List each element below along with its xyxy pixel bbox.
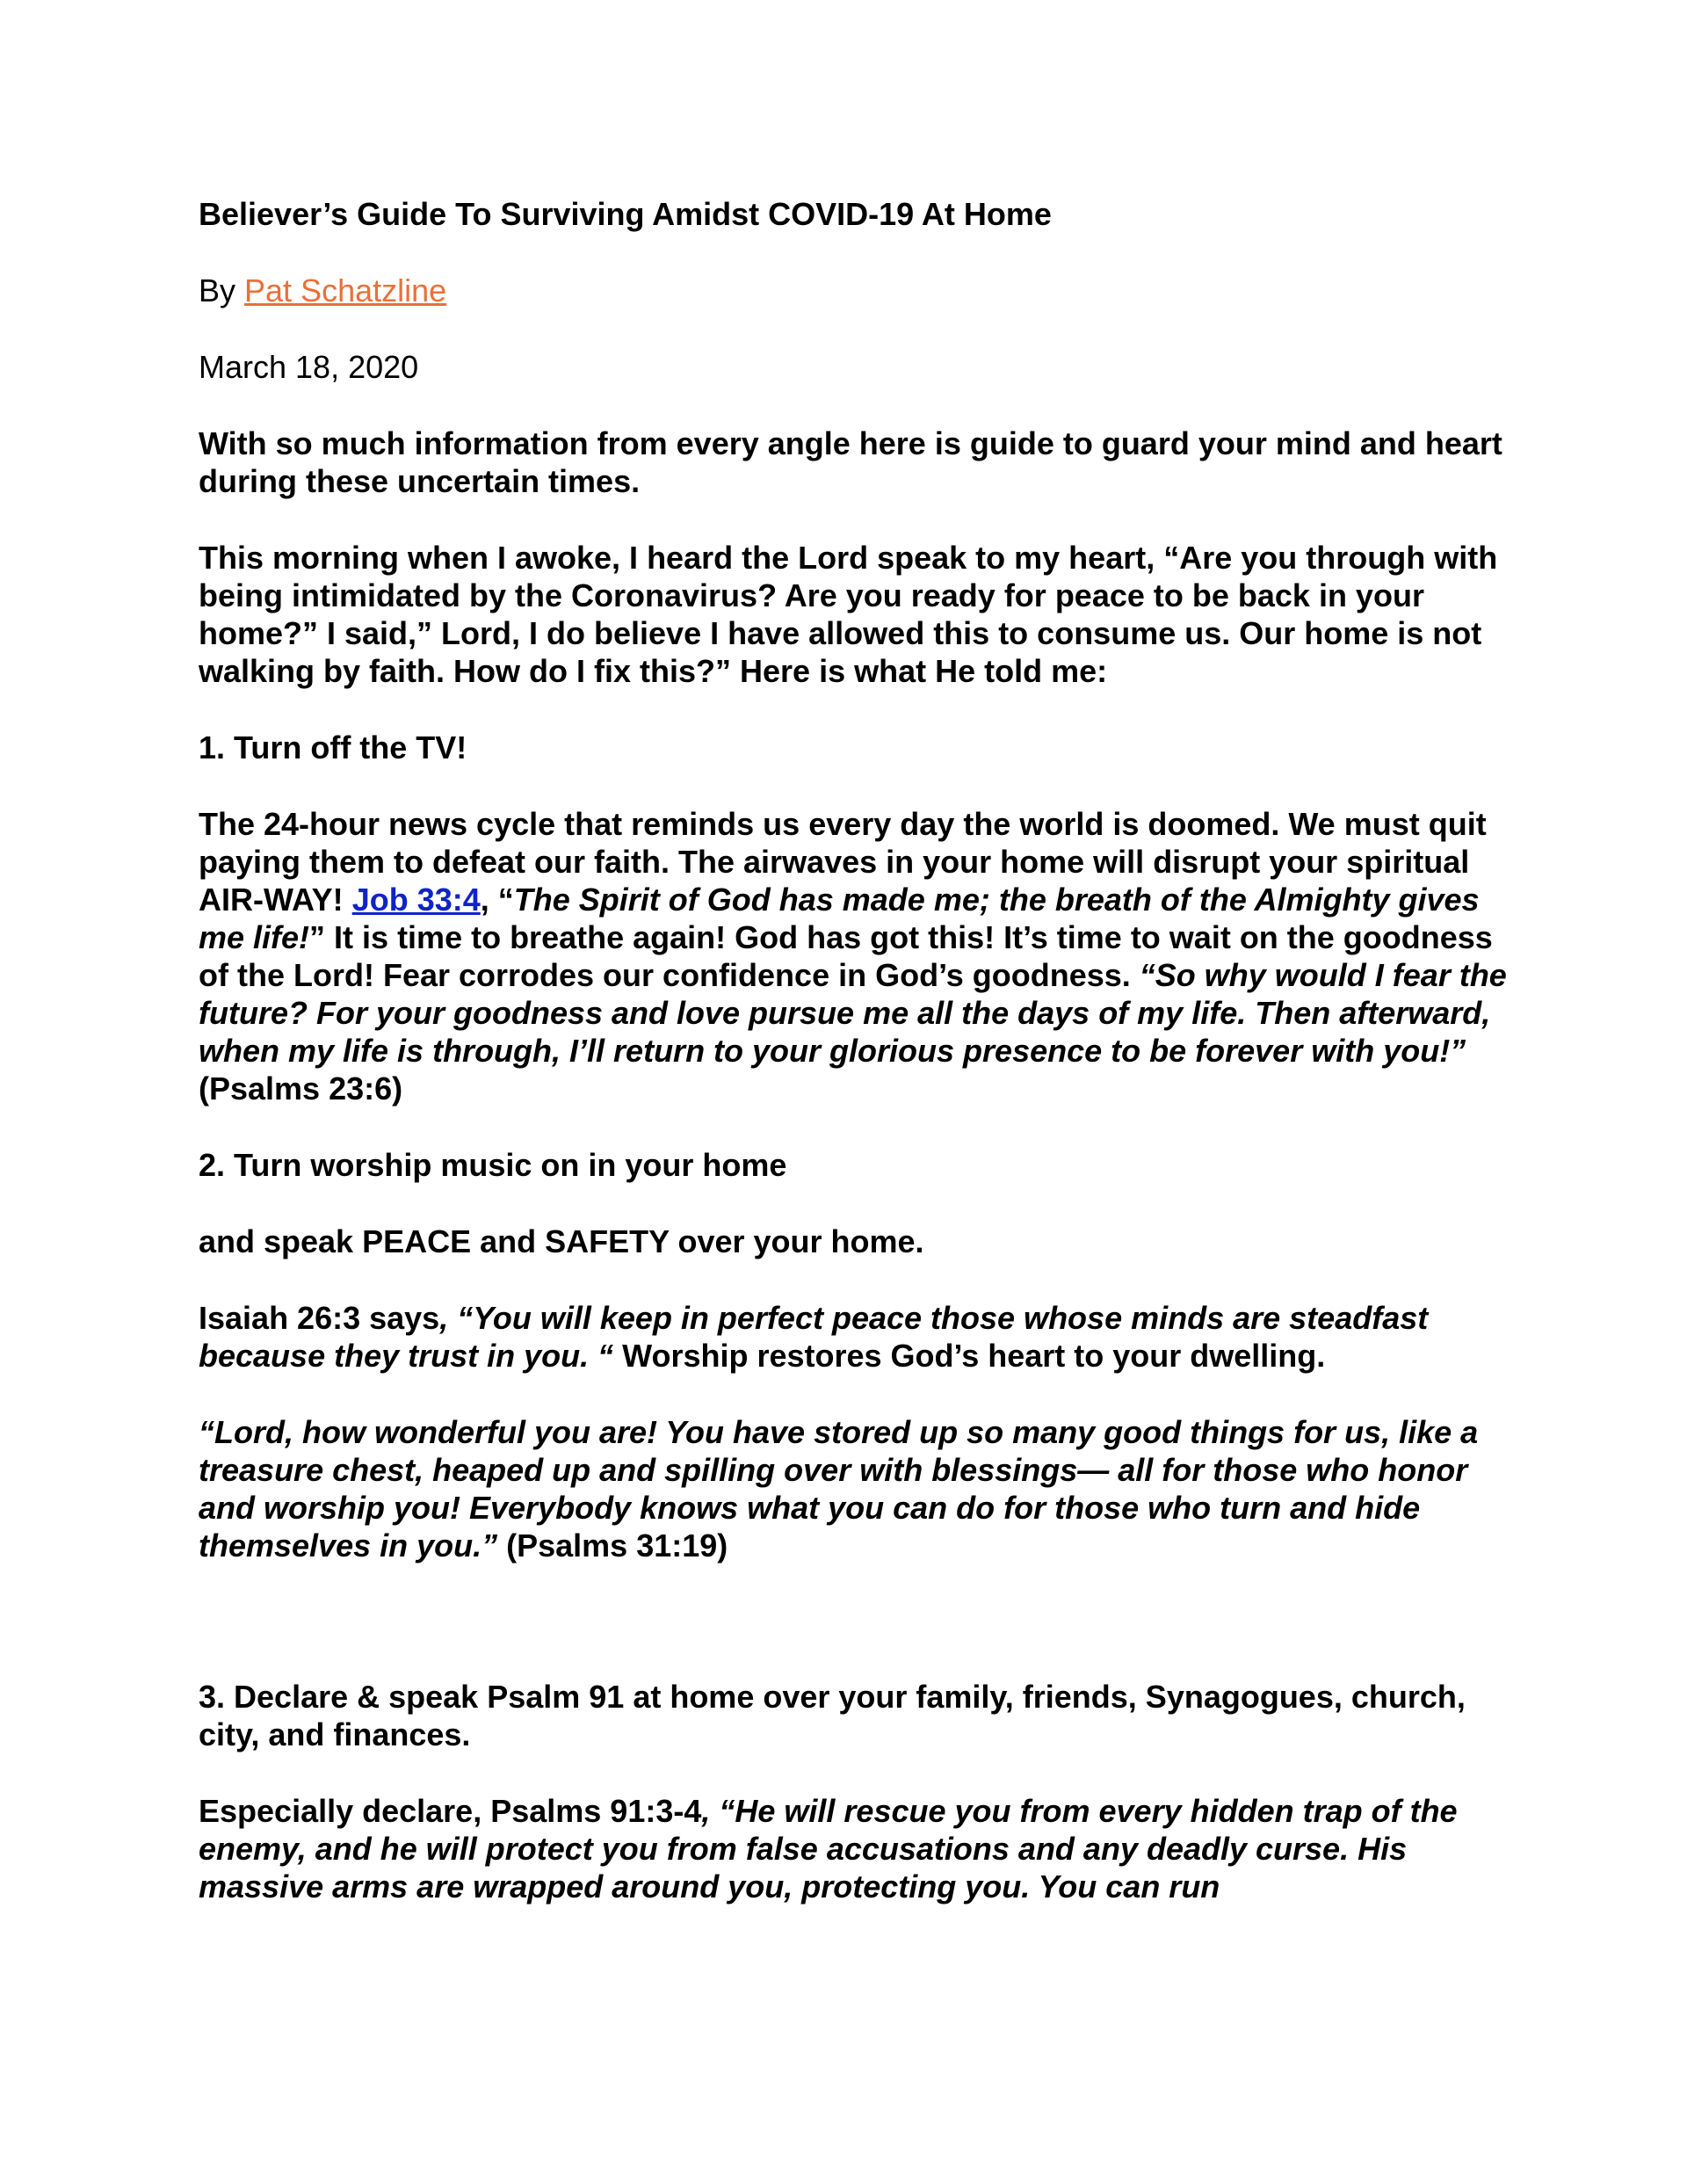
point-3-heading: 3. Declare & speak Psalm 91 at home over your family, friends, Synagogues, church, city, and finances. [199,1679,1466,1752]
psalms-91-quote: , “He will rescue you from every hidden trap of the enemy, and he will protect you from false accusations and any deadly curse. His massive arms are wrapped around you, protecting you. You can run [199,1793,1458,1905]
point-2-paragraph [199,1299,1508,1375]
intro-paragraph: With so much information from every angle here is guide to guard your mind and heart during these uncertain times. [199,425,1502,499]
isaiah-ref: Isaiah 26:3 says [199,1300,440,1336]
psalms-31-ref: (Psalms 31:19) [497,1527,728,1564]
job-33-4-link[interactable]: Job 33:4 [351,882,481,918]
byline [199,272,1508,309]
point-1-paragraph [199,805,1508,1107]
author-link[interactable]: Pat Schatzline [244,272,447,308]
psalms-31-quote: “Lord, how wonderful you are! You have stored up so many good things for us, like a treasure chest, heaped up and spilling over with blessings— all for those who honor and worship you! Everybody knows what you can do for those who turn and hide themselves in you.” [199,1414,1479,1564]
psalms-31-paragraph [199,1413,1508,1564]
job-quote: The Spirit of God has made me; the breath of the Almighty gives me life! [199,882,1480,955]
point-1-text-a: The 24-hour news cycle that reminds us every day the world is doomed. We must quit paying them to defeat our faith. The airwaves in your home will disrupt your spiritual AIR-WAY! [199,806,1487,918]
isaiah-quote: , “You will keep in perfect peace those whose minds are steadfast because they trust in you. “ [199,1300,1429,1374]
point-2-heading: 2. Turn worship music on in your home [199,1147,787,1183]
point-1-text-c: ” It is time to breathe again! God has got this! It’s time to wait on the goodness of the Lord! Fear corrodes our confidence in God’s goodness. [199,919,1493,993]
point-1-heading: 1. Turn off the TV! [199,729,467,765]
publish-date: March 18, 2020 [199,349,419,385]
point-2-text-b: Worship restores God’s heart to your dwelling. [613,1338,1326,1374]
document-body [199,195,1508,1905]
psalms-23-ref: (Psalms 23:6) [199,1070,403,1107]
page-title: Believer’s Guide To Surviving Amidst COVID-19 At Home [199,196,1052,232]
point-2-subheading: and speak PEACE and SAFETY over your home. [199,1223,924,1259]
point-1-text-b: , “ [480,882,514,918]
story-paragraph: This morning when I awoke, I heard the Lord speak to my heart, “Are you through with being intimidated by the Coronavirus? Are you ready for peace to be back in your home?” I said,” Lord, I do believe I have allowed this to consume us. Our home is not walking by faith. How do I fix this?” Here is what He told me: [199,540,1498,689]
point-3-paragraph [199,1792,1508,1905]
psalms-23-quote: “So why would I fear the future? For your goodness and love pursue me all the days of my life. Then afterward, when my life is through, I’ll return to your glorious presence to be forever with you!” [199,957,1507,1069]
byline-prefix: By [199,272,245,308]
psalms-91-ref: Especially declare, Psalms 91:3-4 [199,1793,702,1829]
